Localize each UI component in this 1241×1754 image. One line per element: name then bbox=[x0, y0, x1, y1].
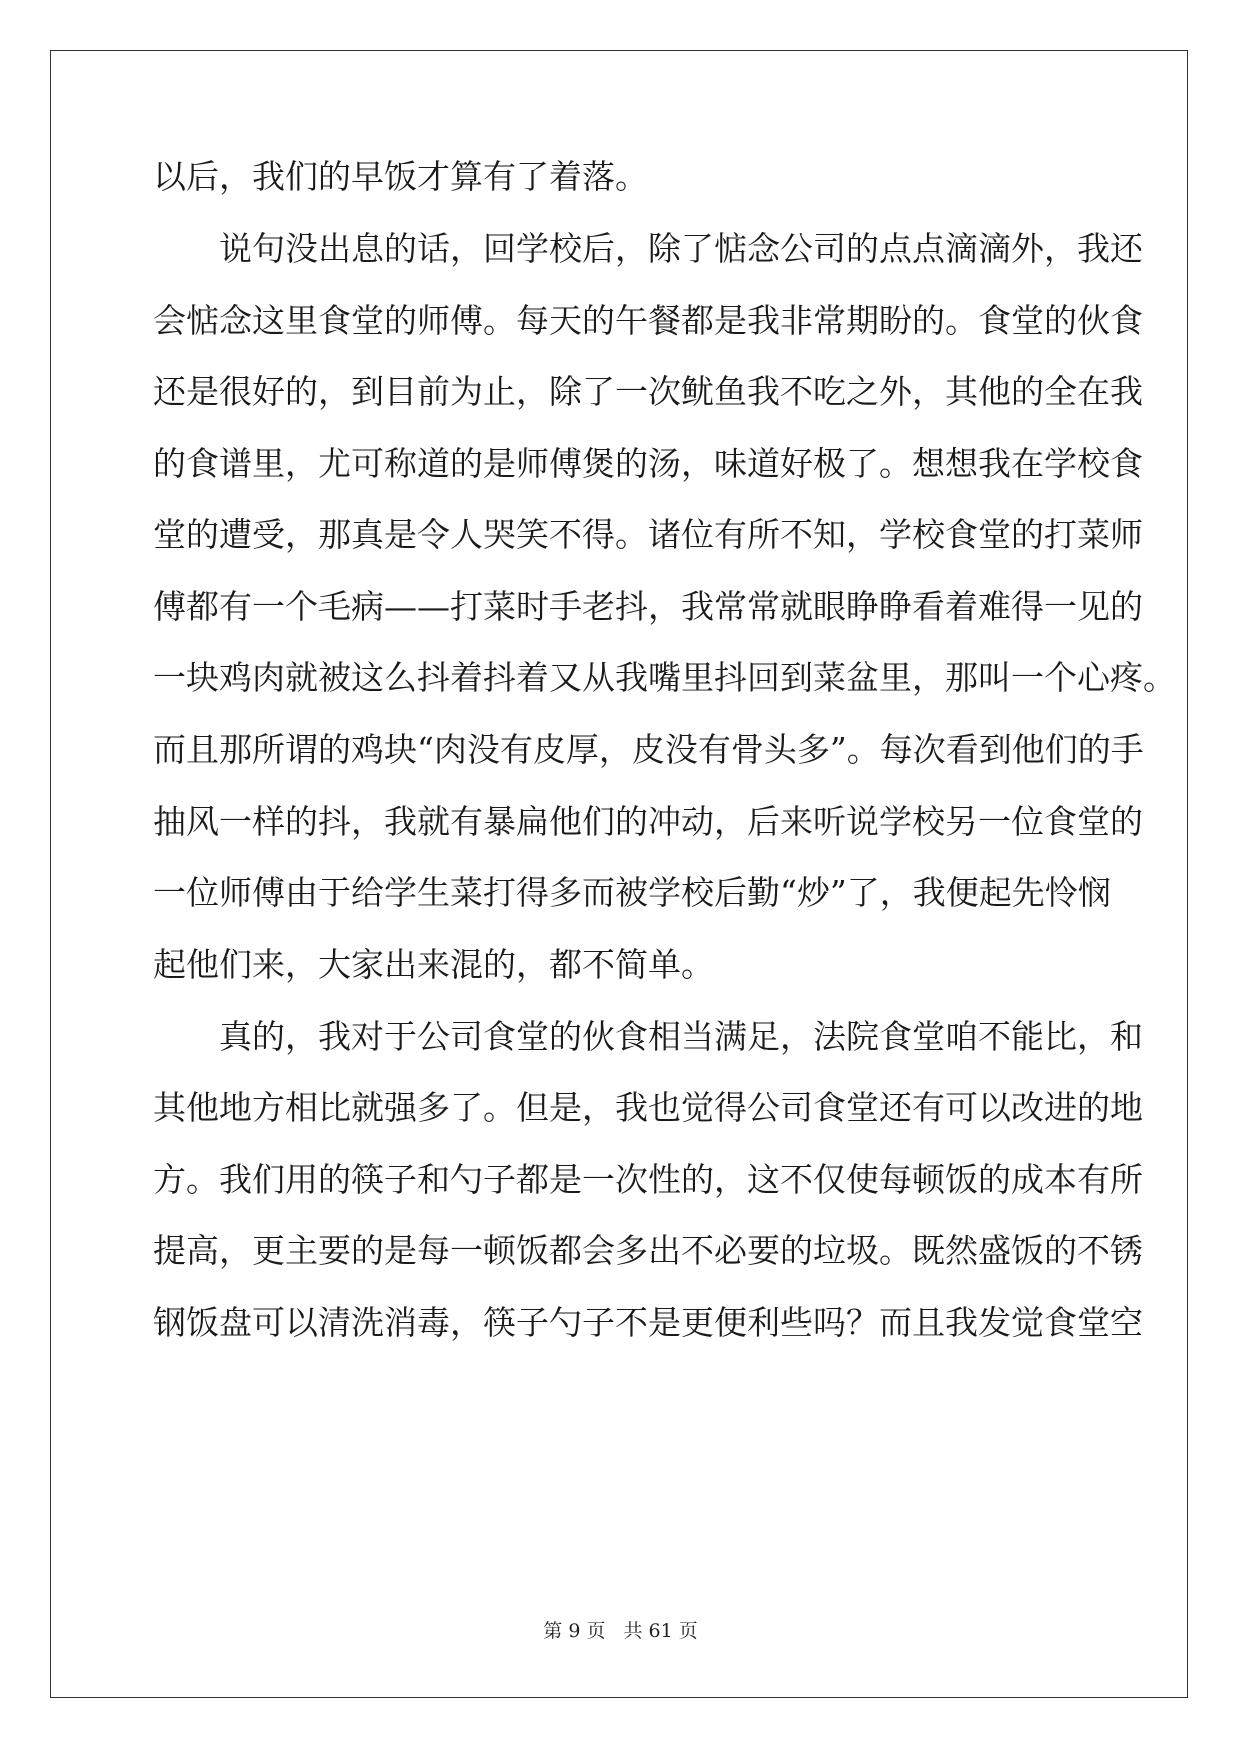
text-line: 一块鸡肉就被这么抖着抖着又从我嘴里抖回到菜盆里，那叫一个心疼。 bbox=[153, 658, 1176, 697]
page-footer bbox=[0, 1616, 1241, 1643]
text-line: 傅都有一个毛病——打菜时手老抖，我常常就眼睁睁看着难得一见的 bbox=[153, 587, 1143, 626]
text-line: 一位师傅由于给学生菜打得多而被学校后勤“炒”了，我便起先怜悯 bbox=[153, 873, 1111, 912]
text-line: 的食谱里，尤可称道的是师傅煲的汤，味道好极了。想想我在学校食 bbox=[153, 444, 1143, 483]
paragraph-start-line: 说句没出息的话，回学校后，除了惦念公司的点点滴滴外，我还 bbox=[219, 229, 1143, 268]
text-line: 钢饭盘可以清洗消毒，筷子勺子不是更便利些吗？而且我发觉食堂空 bbox=[153, 1303, 1143, 1342]
text-line: 还是很好的，到目前为止，除了一次鱿鱼我不吃之外，其他的全在我 bbox=[153, 372, 1143, 411]
text-line: 抽风一样的抖，我就有暴扁他们的冲动，后来听说学校另一位食堂的 bbox=[153, 802, 1143, 841]
page-number: 第 9 页 bbox=[543, 1620, 606, 1642]
paragraph-start-line: 真的，我对于公司食堂的伙食相当满足，法院食堂咱不能比，和 bbox=[219, 1017, 1143, 1056]
text-line: 堂的遭受，那真是令人哭笑不得。诸位有所不知，学校食堂的打菜师 bbox=[153, 515, 1143, 554]
total-pages: 共 61 页 bbox=[623, 1620, 698, 1642]
text-line: 起他们来，大家出来混的，都不简单。 bbox=[153, 945, 714, 984]
text-line: 而且那所谓的鸡块“肉没有皮厚，皮没有骨头多”。每次看到他们的手 bbox=[153, 730, 1144, 769]
text-line: 以后，我们的早饭才算有了着落。 bbox=[153, 157, 648, 196]
text-line: 方。我们用的筷子和勺子都是一次性的，这不仅使每顿饭的成本有所 bbox=[153, 1160, 1143, 1199]
text-line: 会惦念这里食堂的师傅。每天的午餐都是我非常期盼的。食堂的伙食 bbox=[153, 301, 1143, 340]
text-line: 提高，更主要的是每一顿饭都会多出不必要的垃圾。既然盛饭的不锈 bbox=[153, 1231, 1143, 1270]
text-line: 其他地方相比就强多了。但是，我也觉得公司食堂还有可以改进的地 bbox=[153, 1088, 1143, 1127]
